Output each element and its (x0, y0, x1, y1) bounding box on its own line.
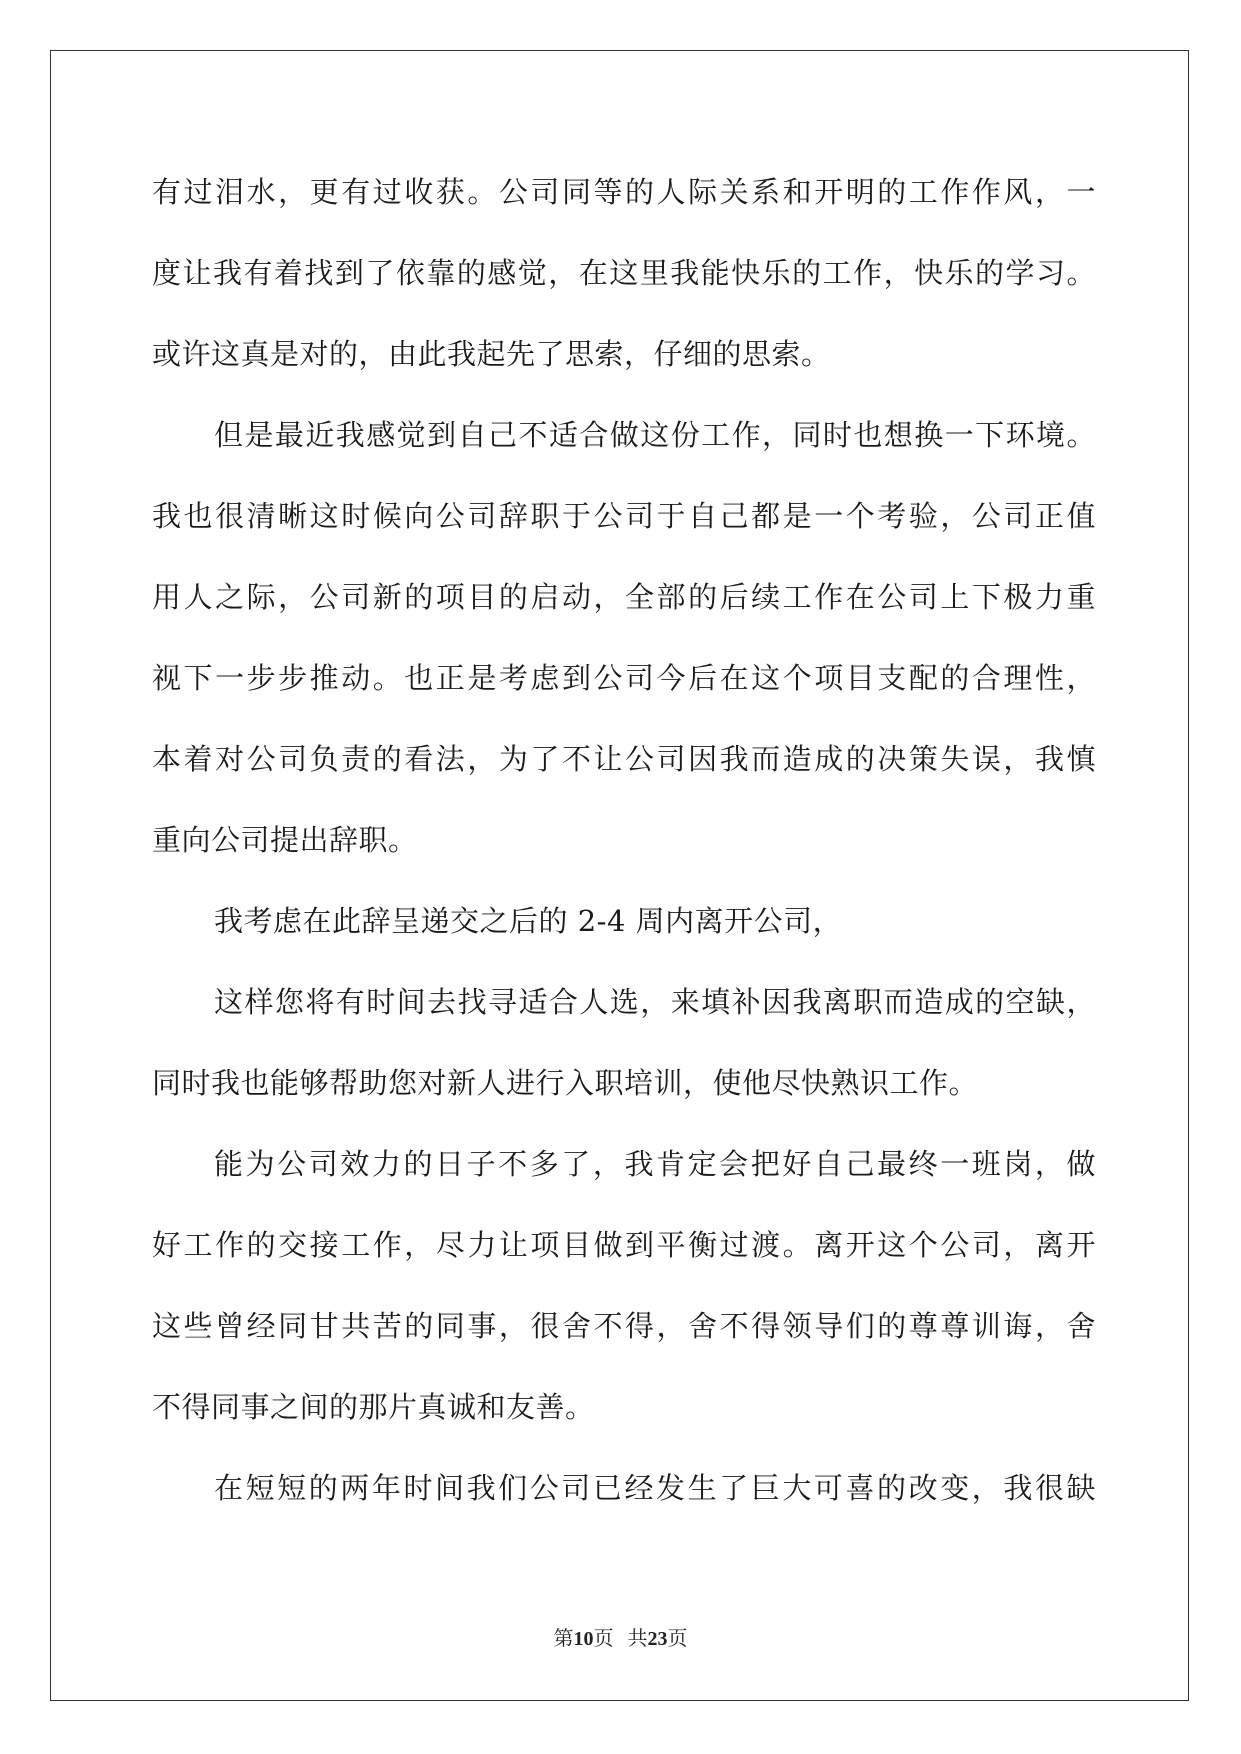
text-line: 或许这真是对的，由此我起先了思索，仔细的思索。 (152, 337, 831, 371)
text-line: 但是最近我感觉到自己不适合做这份工作，同时也想换一下环境。 (214, 418, 1096, 452)
text-line: 视下一步步推动。也正是考虑到公司今后在这个项目支配的合理性， (152, 661, 1096, 695)
total-prefix: 共 (627, 1628, 648, 1650)
text-line: 好工作的交接工作，尽力让项目做到平衡过渡。离开这个公司，离开 (152, 1228, 1096, 1262)
text-line: 我也很清晰这时候向公司辞职于公司于自己都是一个考验，公司正值 (152, 499, 1096, 533)
text-line: 这些曾经同甘共苦的同事，很舍不得，舍不得领导们的尊尊训诲，舍 (152, 1309, 1096, 1343)
total-unit: 页 (667, 1628, 688, 1650)
page-prefix: 第 (553, 1628, 574, 1650)
text-line: 用人之际，公司新的项目的启动，全部的后续工作在公司上下极力重 (152, 580, 1096, 614)
current-page-number: 10 (573, 1628, 594, 1650)
text-line: 重向公司提出辞职。 (152, 823, 418, 857)
document-body (152, 152, 1096, 1529)
text-line: 能为公司效力的日子不多了，我肯定会把好自己最终一班岗，做 (214, 1147, 1096, 1181)
total-page-number: 23 (647, 1628, 668, 1650)
text-line: 我考虑在此辞呈递交之后的 2-4 周内离开公司， (214, 904, 843, 938)
text-line: 这样您将有时间去找寻适合人选，来填补因我离职而造成的空缺， (214, 985, 1096, 1019)
text-line: 同时我也能够帮助您对新人进行入职培训，使他尽快熟识工作。 (152, 1066, 979, 1100)
text-line: 在短短的两年时间我们公司已经发生了巨大可喜的改变，我很缺 (214, 1471, 1096, 1505)
page-footer (0, 1622, 1241, 1651)
text-line: 不得同事之间的那片真诚和友善。 (152, 1390, 595, 1424)
page-unit: 页 (593, 1628, 614, 1650)
text-line: 有过泪水，更有过收获。公司同等的人际关系和开明的工作作风，一 (152, 175, 1096, 209)
text-line: 本着对公司负责的看法，为了不让公司因我而造成的决策失误，我慎 (152, 742, 1096, 776)
text-line: 度让我有着找到了依靠的感觉，在这里我能快乐的工作，快乐的学习。 (152, 256, 1096, 290)
